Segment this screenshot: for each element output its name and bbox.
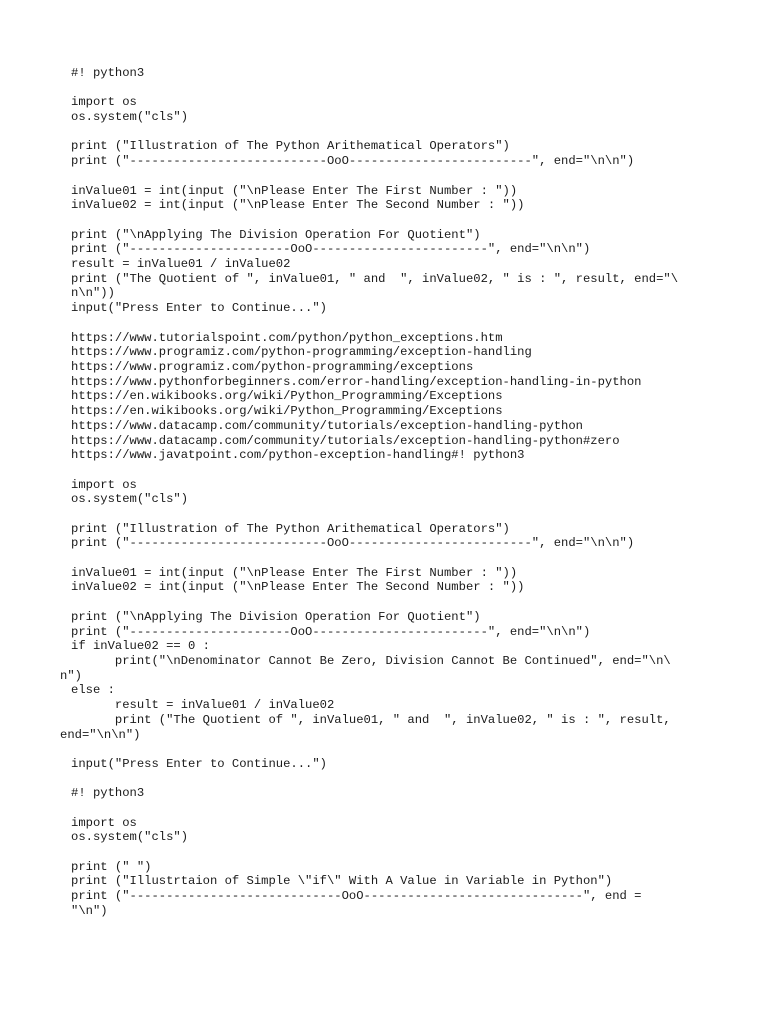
code-line: else : <box>71 683 115 698</box>
code-line: print ("Illustration of The Python Arithematical Operators") <box>71 521 510 536</box>
code-line: print ("Illustration of The Python Arithematical Operators") <box>71 139 510 154</box>
code-line: print ("The Quotient of ", inValue01, " and ", inValue02, " is : ", result, end="\ <box>71 271 679 286</box>
blank-line <box>71 81 711 96</box>
code-line: print ("---------------------------OoO-------------------------", end="\n\n") <box>71 536 635 551</box>
code-line: #! python3 <box>71 66 145 80</box>
reference-url: https://en.wikibooks.org/wiki/Python_Programming/Exceptions <box>71 404 503 419</box>
blank-line <box>71 772 711 787</box>
blank-line <box>71 125 711 140</box>
code-line: end="\n\n") <box>60 727 141 742</box>
reference-url: https://en.wikibooks.org/wiki/Python_Programming/Exceptions <box>71 389 503 404</box>
code-line: import os <box>71 815 137 830</box>
code-line: n\n")) <box>71 286 115 301</box>
code-line: inValue02 = int(input ("\nPlease Enter The Second Number : ")) <box>71 580 525 595</box>
code-line: "\n") <box>71 903 108 918</box>
reference-url: https://www.pythonforbeginners.com/error-handling/exception-handling-in-python <box>71 374 642 389</box>
blank-line <box>71 316 711 331</box>
reference-url: https://www.tutorialspoint.com/python/python_exceptions.htm <box>71 330 503 345</box>
code-line: os.system("cls") <box>71 830 189 845</box>
code-line: inValue01 = int(input ("\nPlease Enter The First Number : ")) <box>71 565 518 580</box>
code-line: print ("\nApplying The Division Operation For Quotient") <box>71 227 481 242</box>
code-line: os.system("cls") <box>71 110 189 125</box>
code-line: inValue01 = int(input ("\nPlease Enter The First Number : ")) <box>71 183 518 198</box>
code-line: os.system("cls") <box>71 492 189 507</box>
reference-url: https://www.javatpoint.com/python-exception-handling#! python3 <box>71 448 525 463</box>
code-line: print (" ") <box>71 859 152 874</box>
code-line: print ("----------------------OoO------------------------", end="\n\n") <box>71 242 591 257</box>
blank-line <box>71 463 711 478</box>
code-line: inValue02 = int(input ("\nPlease Enter The Second Number : ")) <box>71 198 525 213</box>
code-line: print("\nDenominator Cannot Be Zero, Division Cannot Be Continued", end="\n\ <box>71 653 671 668</box>
code-line: print ("-----------------------------OoO------------------------------", end = <box>71 889 642 904</box>
blank-line <box>71 507 711 522</box>
code-line: n") <box>60 668 82 683</box>
reference-url: https://www.datacamp.com/community/tutorials/exception-handling-python <box>71 418 583 433</box>
blank-line <box>71 742 711 757</box>
code-listing <box>60 66 711 919</box>
blank-line <box>71 169 711 184</box>
reference-url: https://www.datacamp.com/community/tutorials/exception-handling-python#zero <box>71 433 620 448</box>
code-line: result = inValue01 / inValue02 <box>71 698 335 713</box>
code-line: #! python3 <box>71 786 145 801</box>
reference-url: https://www.programiz.com/python-programming/exception-handling <box>71 345 532 360</box>
code-line: import os <box>71 477 137 492</box>
code-line: result = inValue01 / inValue02 <box>71 257 291 272</box>
code-line: print ("Illustrtaion of Simple \"if\" With A Value in Variable in Python") <box>71 874 613 889</box>
code-line: input("Press Enter to Continue...") <box>71 301 327 316</box>
code-line: import os <box>71 95 137 110</box>
blank-line <box>71 845 711 860</box>
code-line: print ("---------------------------OoO-------------------------", end="\n\n") <box>71 154 635 169</box>
reference-url: https://www.programiz.com/python-programming/exceptions <box>71 359 474 374</box>
code-line: print ("\nApplying The Division Operation For Quotient") <box>71 609 481 624</box>
blank-line <box>71 595 711 610</box>
code-line: print ("----------------------OoO------------------------", end="\n\n") <box>71 624 591 639</box>
code-line: input("Press Enter to Continue...") <box>71 756 327 771</box>
blank-line <box>71 213 711 228</box>
blank-line <box>71 551 711 566</box>
blank-line <box>71 801 711 816</box>
code-line: if inValue02 == 0 : <box>71 639 210 654</box>
code-line: print ("The Quotient of ", inValue01, " and ", inValue02, " is : ", result, <box>71 712 671 727</box>
